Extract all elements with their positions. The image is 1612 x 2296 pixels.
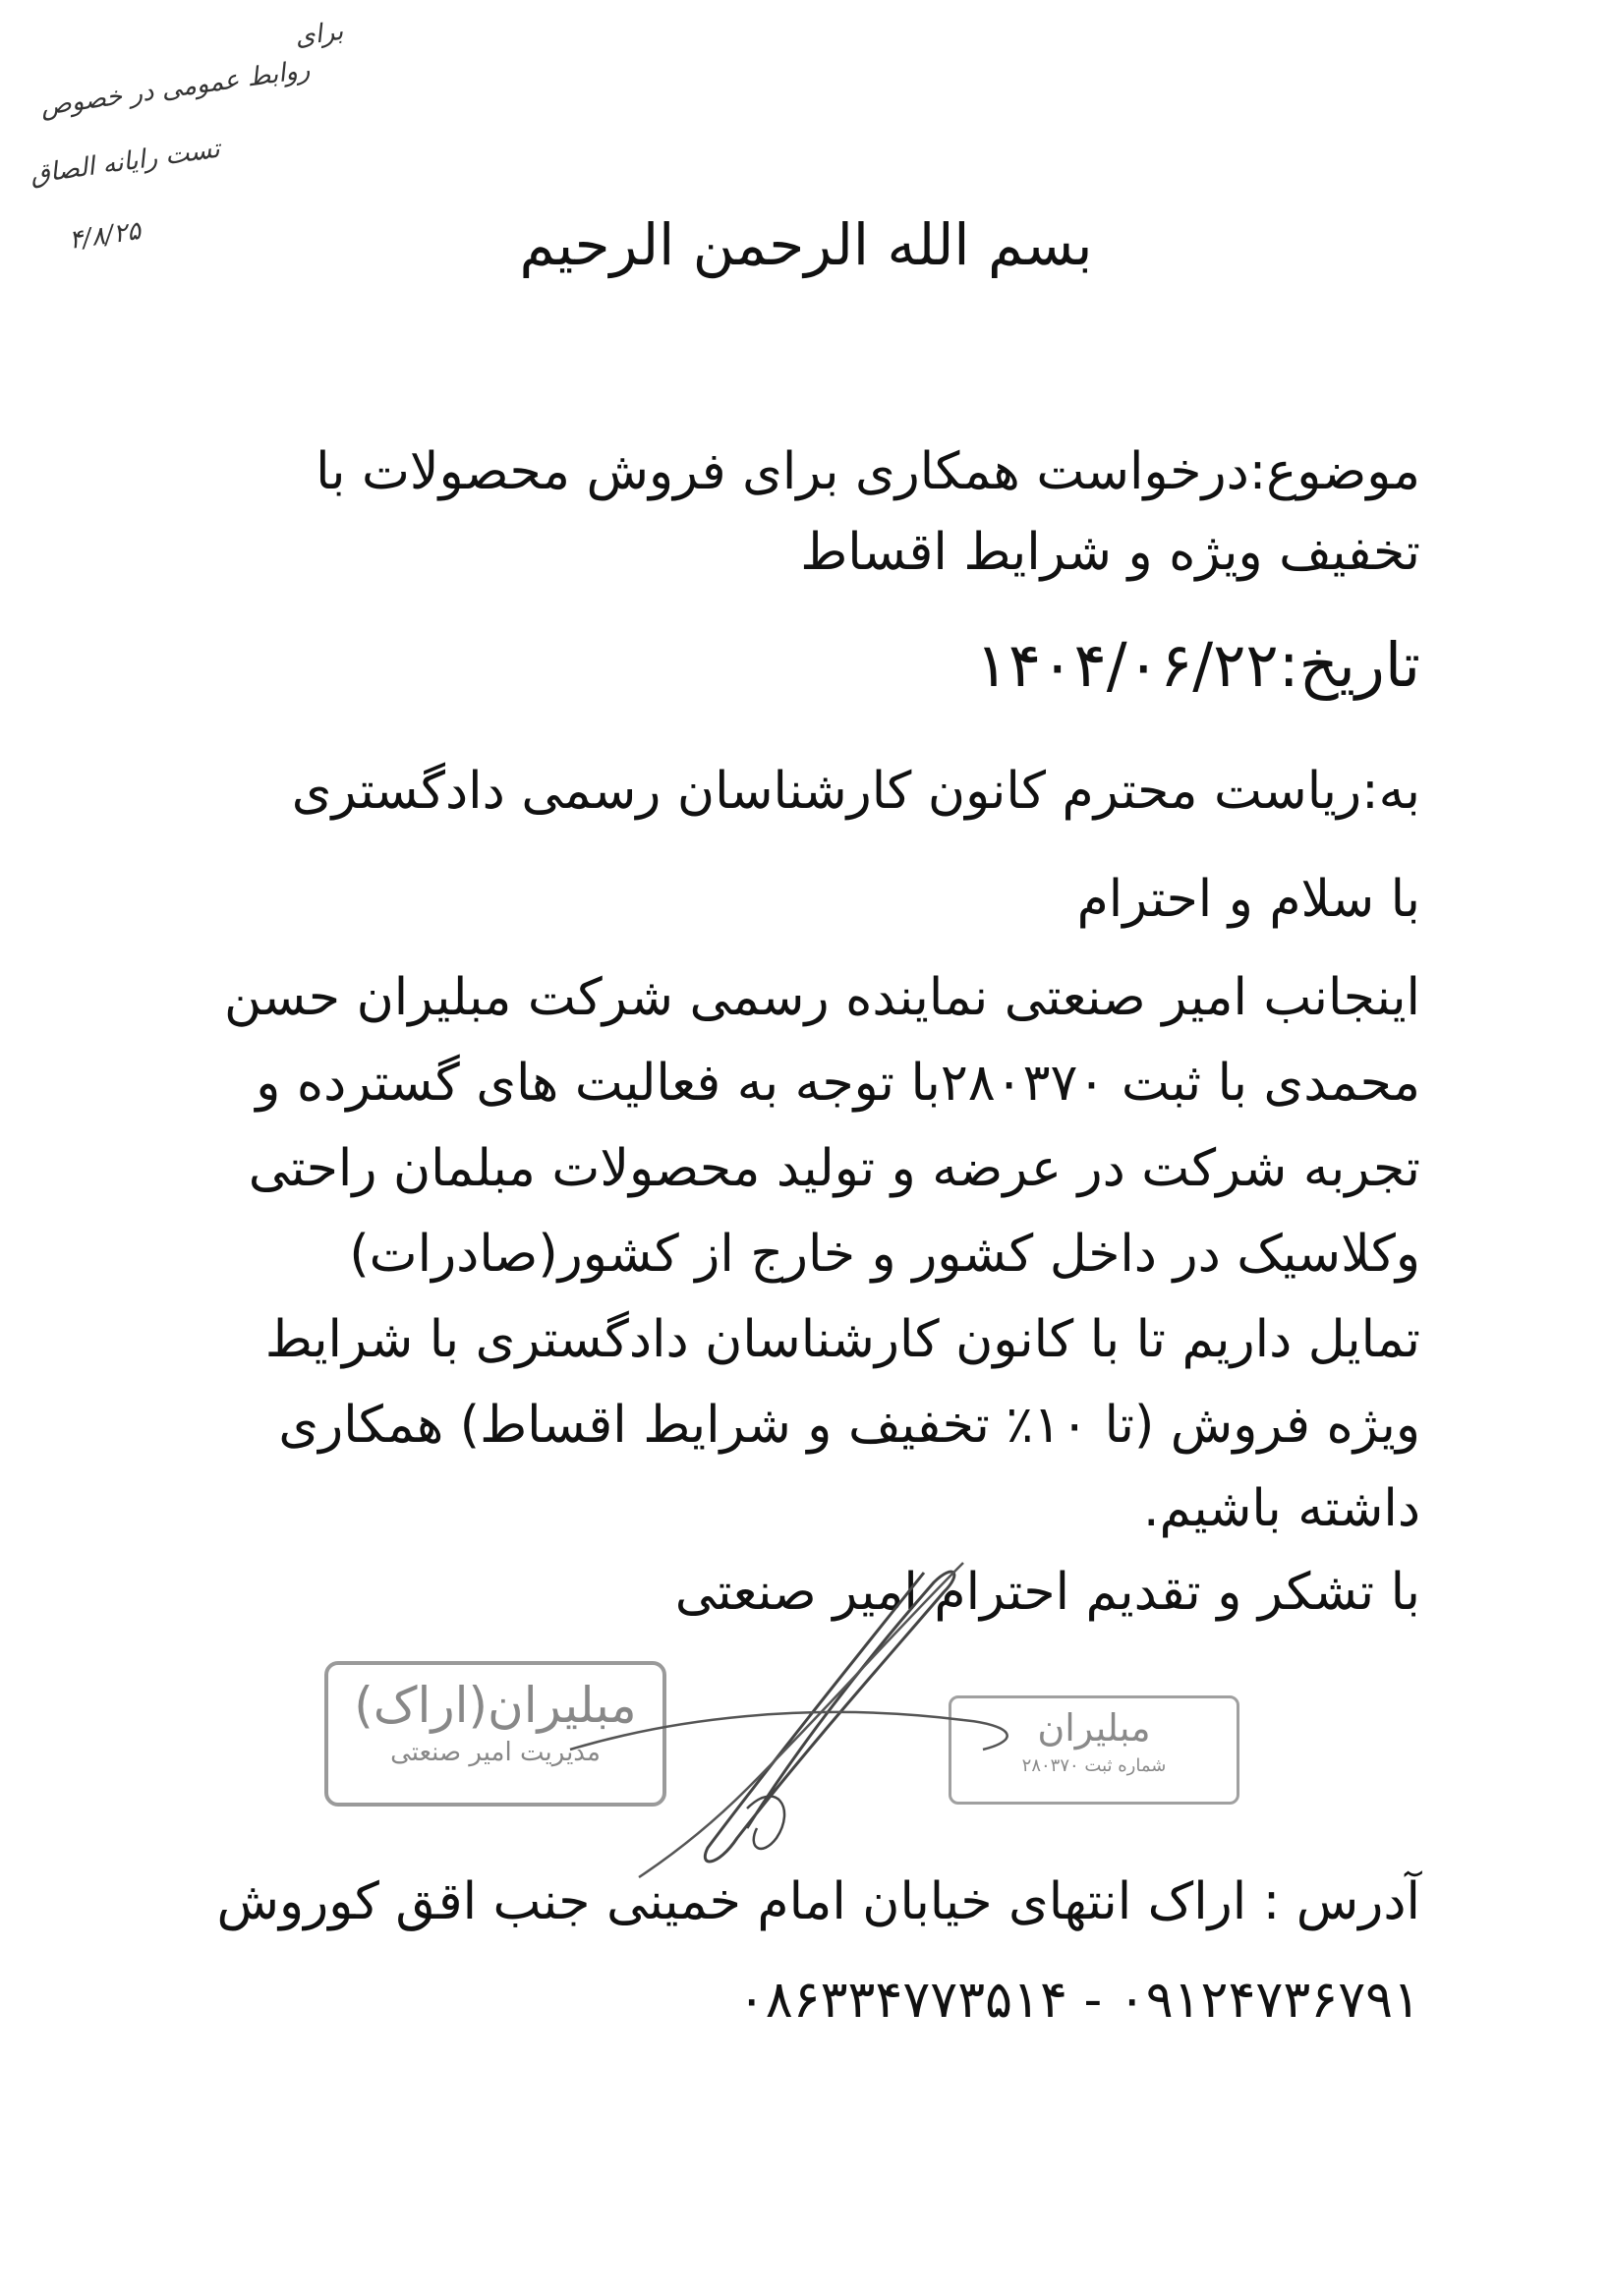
signature-scribble: [550, 1553, 1062, 1887]
stamp-title: مبلیران(اراک): [354, 1677, 637, 1734]
margin-note-date: ۴/۸/۲۵: [67, 216, 144, 256]
margin-note-line3: تست رایانه الصاق: [28, 134, 222, 191]
body-line: اینجانب امیر صنعتی نماینده رسمی شرکت مبلیران حسن: [223, 968, 1420, 1027]
subject-line-2: تخفیف ویژه و شرایط اقساط: [800, 523, 1420, 582]
stamp-subtitle: مدیریت امیر صنعتی: [390, 1738, 601, 1767]
body-line: محمدی با ثبت ۲۸۰۳۷۰با توجه به فعالیت های گسترده و: [256, 1054, 1420, 1113]
stamp2-title: مبلیران: [1037, 1706, 1151, 1750]
letter-date: تاریخ:۱۴۰۴/۰۶/۲۲: [975, 629, 1420, 701]
greeting: با سلام و احترام: [1076, 870, 1420, 929]
margin-note-line1: برای: [293, 16, 346, 53]
margin-note-line2: روابط عمومی در خصوص: [38, 54, 312, 123]
body-line: داشته باشیم.: [1143, 1479, 1420, 1538]
body-line: تجربه شرکت در عرضه و تولید محصولات مبلمان راحتی: [248, 1139, 1420, 1198]
stamp2-subtitle: شماره ثبت ۲۸۰۳۷۰: [1021, 1755, 1167, 1776]
body-line: وکلاسیک در داخل کشور و خارج از کشور(صادرات): [349, 1225, 1420, 1284]
closing-line: با تشکر و تقدیم احترام امیر صنعتی: [674, 1563, 1420, 1622]
bismillah-heading: بسم الله الرحمن الرحیم: [519, 211, 1093, 278]
address-line: آدرس : اراک انتهای خیابان امام خمینی جنب اقق کوروش: [216, 1872, 1420, 1931]
recipient: به:ریاست محترم کانون کارشناسان رسمی دادگستری: [291, 762, 1420, 821]
body-line: ویژه فروش (تا ۱۰٪ تخفیف و شرایط اقساط) همکاری: [278, 1396, 1420, 1455]
subject-line-1: موضوع:درخواست همکاری برای فروش محصولات با: [316, 442, 1420, 501]
body-line: تمایل داریم تا با کانون کارشناسان دادگستری با شرایط: [264, 1310, 1420, 1369]
phone-numbers: ۰۸۶۳۳۴۷۷۳۵۱۴ - ۰۹۱۲۴۷۳۶۷۹۱: [737, 1971, 1420, 2030]
